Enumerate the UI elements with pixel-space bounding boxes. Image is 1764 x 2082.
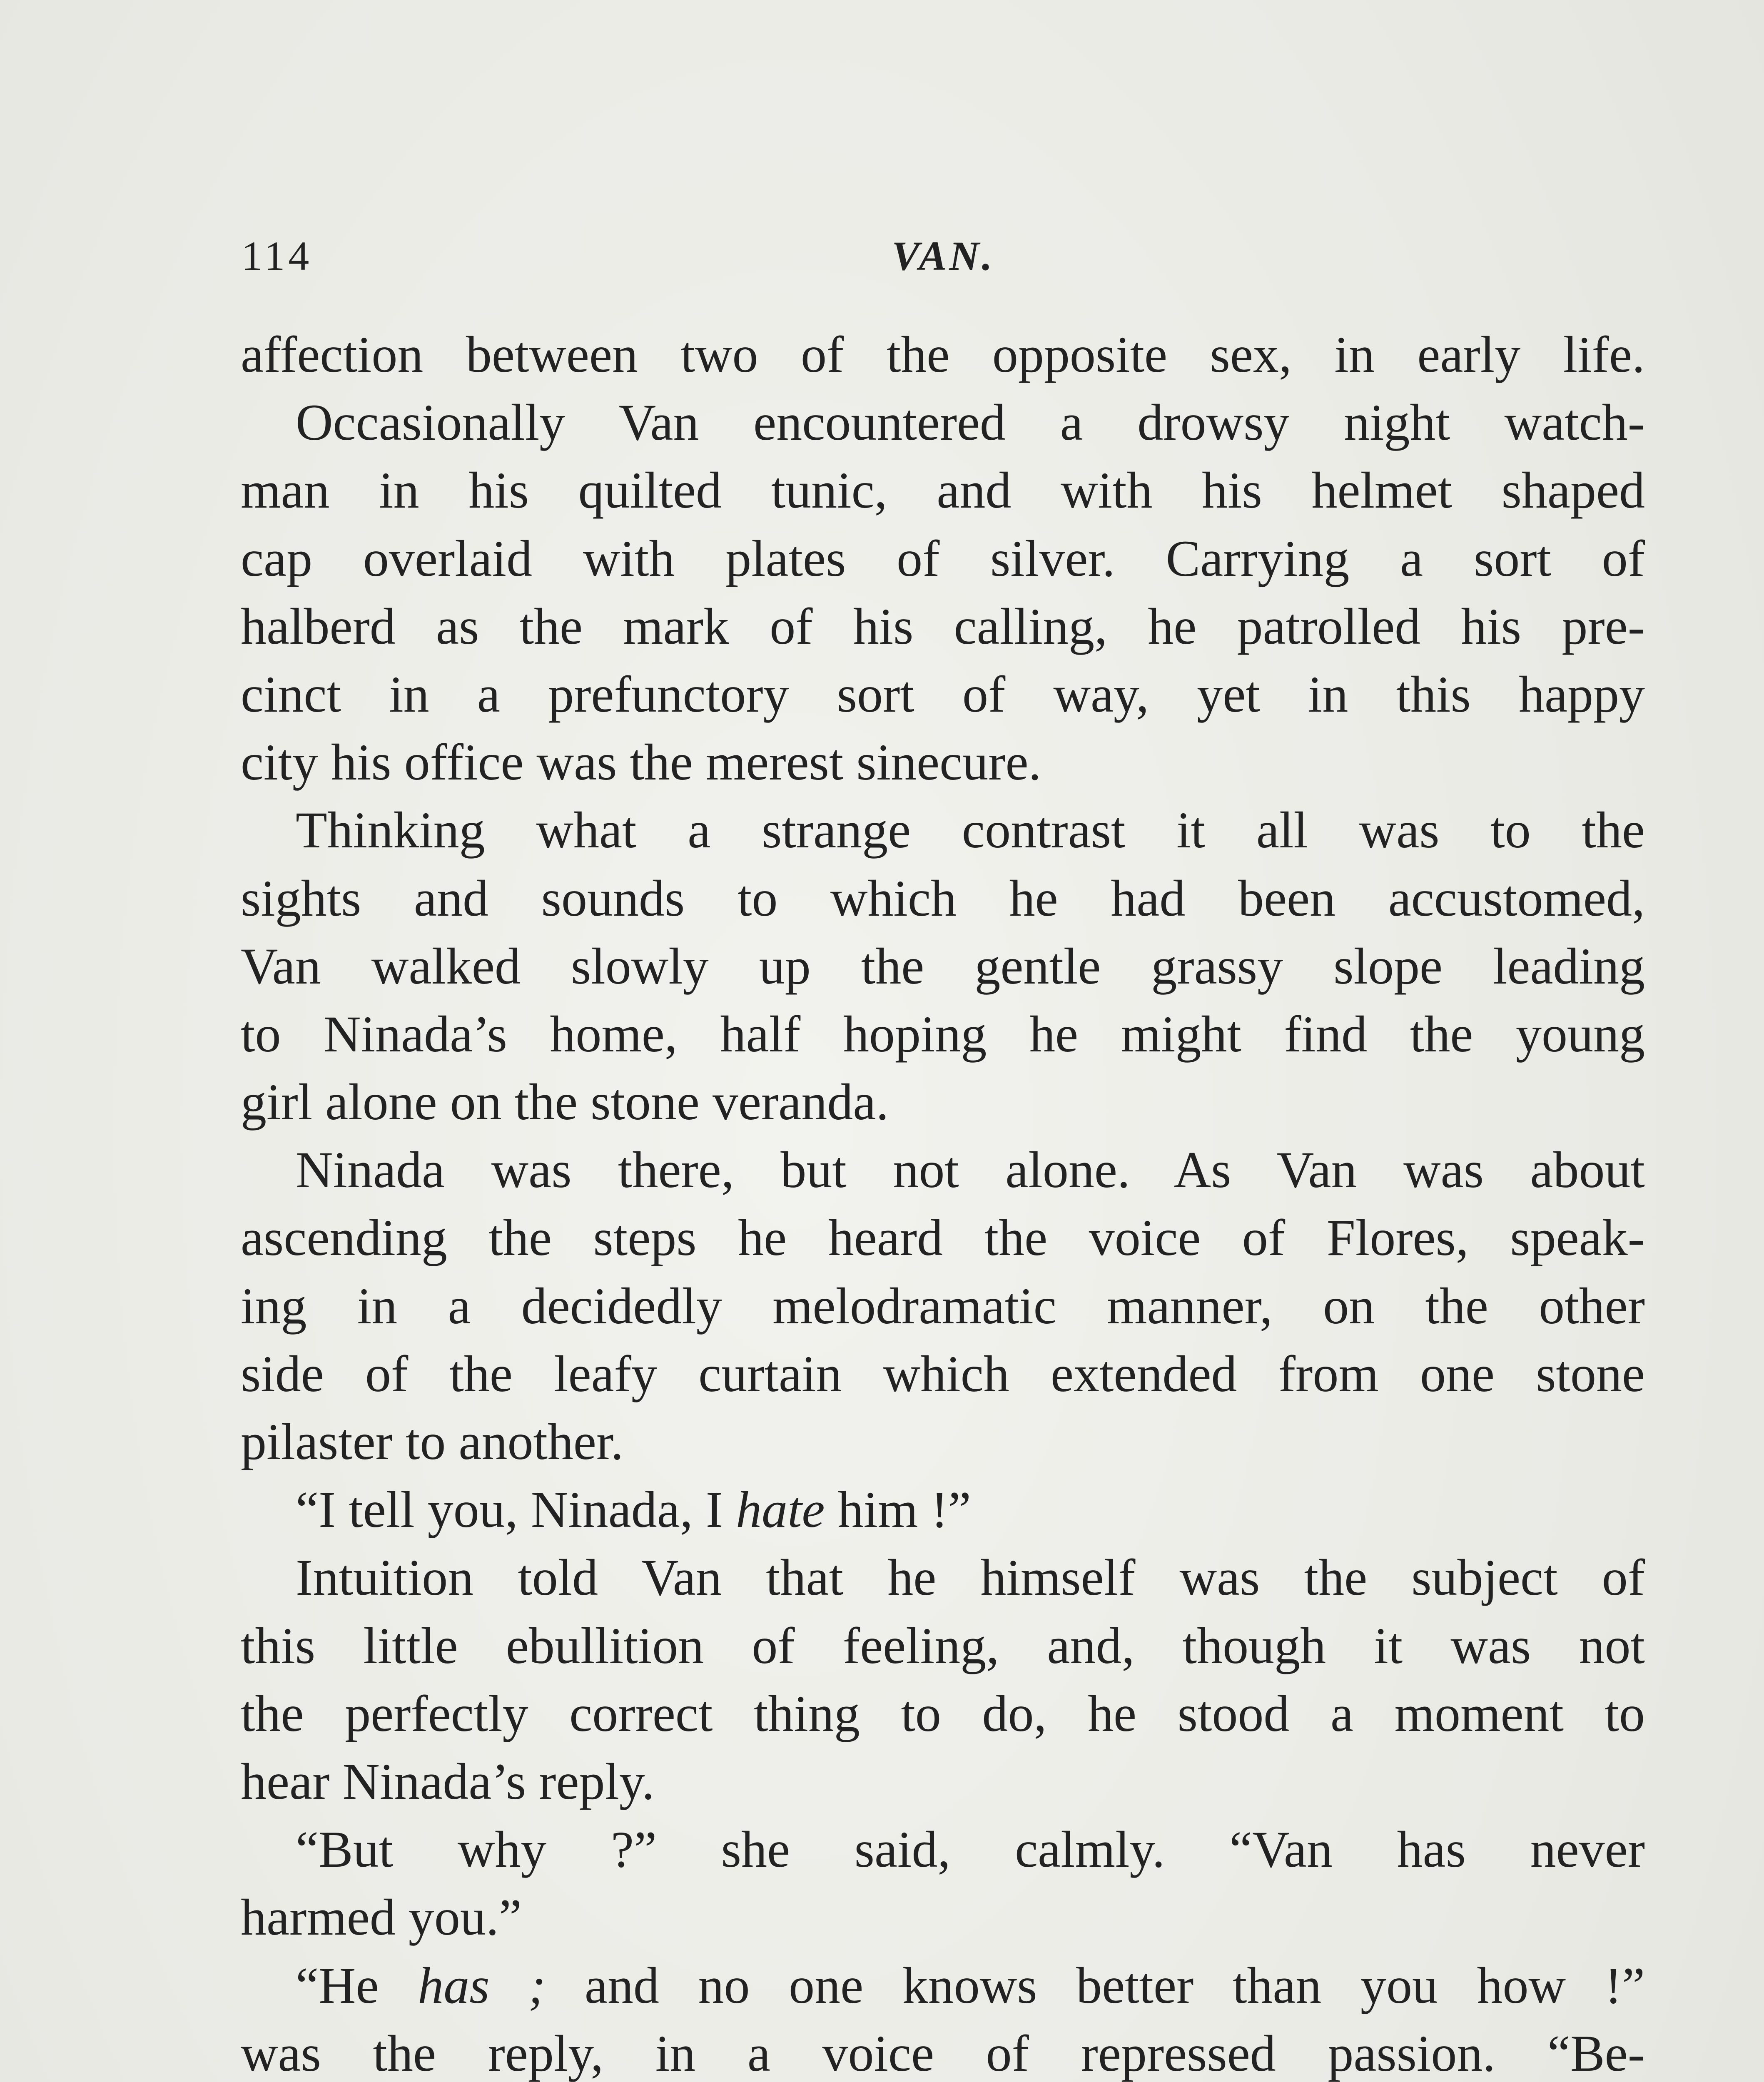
text-run: and no one knows better than you how !”	[546, 1957, 1645, 2014]
text-line: Van walked slowly up the gentle grassy slope leading	[241, 937, 1645, 995]
text-line: halberd as the mark of his calling, he patrolled his pre-	[241, 598, 1645, 655]
text-line: this little ebullition of feeling, and, though it was not	[241, 1617, 1645, 1674]
text-line: Intuition told Van that he himself was the subject of	[296, 1549, 1645, 1606]
text-line: cinct in a prefunctory sort of way, yet in this happy	[241, 665, 1645, 723]
text-line: Ninada was there, but not alone. As Van was about	[296, 1141, 1645, 1199]
text-line: affection between two of the opposite sex, in early life.	[241, 326, 1645, 383]
text-line: ing in a decidedly melodramatic manner, on the other	[241, 1277, 1645, 1335]
text-line: cap overlaid with plates of silver. Carrying a sort of	[241, 530, 1645, 587]
text-line: was the reply, in a voice of repressed passion. “Be-	[241, 2025, 1645, 2082]
italic-emphasis: has ;	[418, 1957, 546, 2014]
text-line: harmed you.”	[241, 1889, 522, 1946]
text-line: to Ninada’s home, half hoping he might find the young	[241, 1005, 1645, 1063]
italic-emphasis: hate	[736, 1481, 825, 1539]
text-line: the perfectly correct thing to do, he stood a moment to	[241, 1685, 1645, 1742]
text-line: Occasionally Van encountered a drowsy night watch-	[296, 394, 1645, 451]
text-line: ascending the steps he heard the voice of Flores, speak-	[241, 1209, 1645, 1267]
text-line: side of the leafy curtain which extended from one stone	[241, 1345, 1645, 1402]
text-line: sights and sounds to which he had been accustomed,	[241, 869, 1645, 927]
text-line: “But why ?” she said, calmly. “Van has never	[296, 1821, 1645, 1878]
text-run: “He	[296, 1957, 418, 2014]
text-line	[241, 1952, 1645, 2020]
text-run: “I tell you, Ninada, I	[296, 1481, 736, 1539]
text-line: pilaster to another.	[241, 1413, 624, 1470]
body-text	[241, 321, 1645, 2082]
text-run: him !”	[825, 1481, 971, 1539]
text-line: hear Ninada’s reply.	[241, 1753, 655, 1810]
text-line: man in his quilted tunic, and with his helmet shaped	[241, 462, 1645, 519]
page-number: 114	[242, 233, 313, 279]
text-line: Thinking what a strange contrast it all was to the	[296, 802, 1645, 859]
page-header	[242, 227, 1645, 285]
running-head: VAN.	[892, 233, 995, 279]
text-line: girl alone on the stone veranda.	[241, 1073, 889, 1131]
text-line: city his office was the merest sinecure.	[241, 734, 1041, 791]
text-line	[241, 1476, 1645, 1544]
